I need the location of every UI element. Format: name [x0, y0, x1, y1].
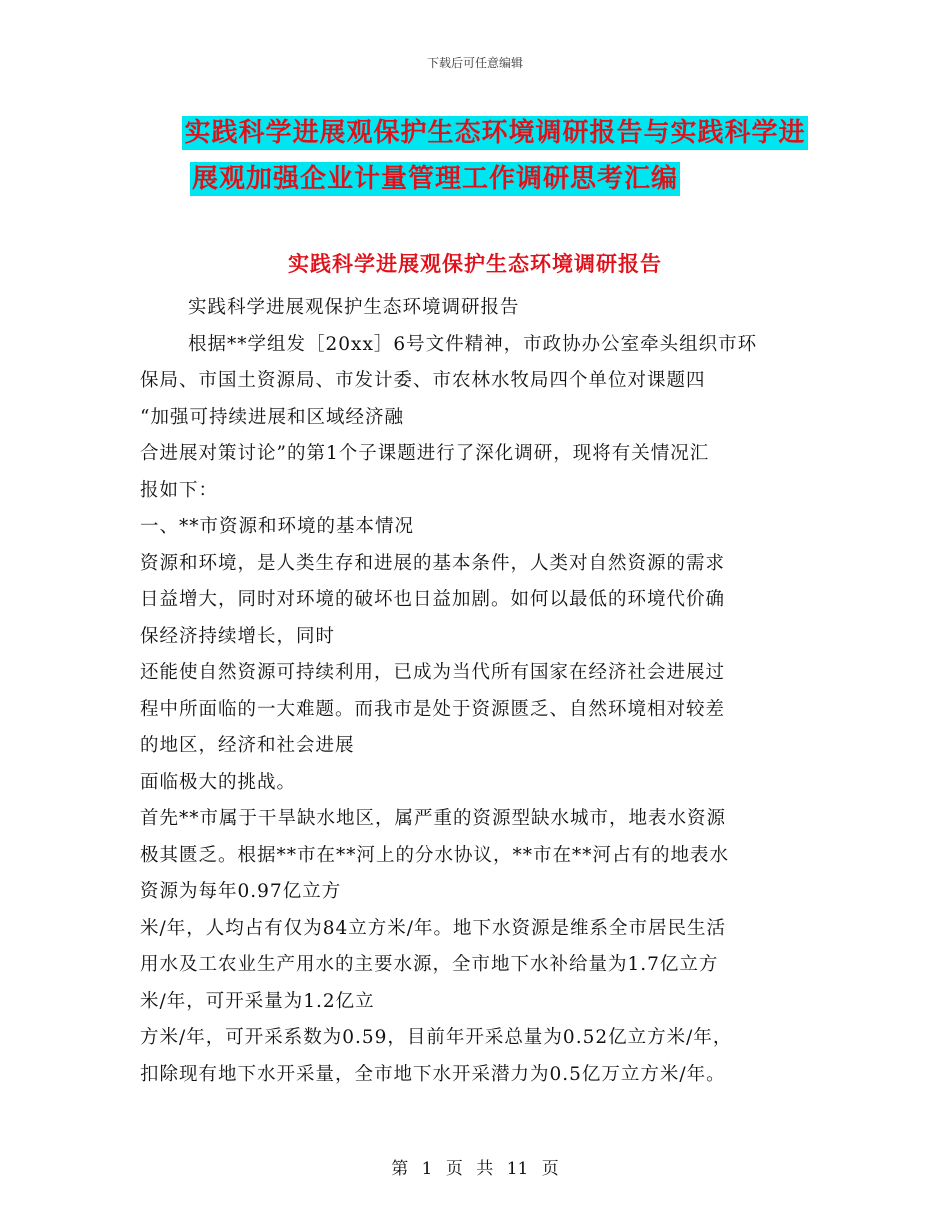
footer-ye: 页: [445, 1159, 463, 1179]
body-line: 保经济持续增长，同时: [140, 625, 336, 647]
page-footer: [0, 1154, 950, 1179]
body-text: [140, 290, 820, 1093]
main-title-line-2-text: 展观加强企业计量管理工作调研思考汇编: [191, 164, 678, 194]
footer-ye-2: 页: [541, 1159, 559, 1179]
body-line: 面临极大的挑战。: [140, 771, 297, 793]
body-line: 极其匮乏。根据**市在**河上的分水协议，**市在**河占有的地表水: [140, 844, 730, 866]
body-line: 米/年，人均占有仅为84立方米/年。地下水资源是维系全市居民生活: [140, 917, 727, 939]
body-line: 首先**市属于干旱缺水地区，属严重的资源型缺水城市，地表水资源: [140, 808, 727, 829]
body-line: 保局、市国土资源局、市发计委、市农林水牧局四个单位对课题四: [140, 370, 706, 391]
body-line: 方米/年，可开采系数为0.59，目前年开采总量为0.52亿立方米/年，: [140, 1027, 733, 1048]
body-line: 扣除现有地下水开采量，全市地下水开采潜力为0.5亿万立方米/年。: [140, 1063, 726, 1085]
footer-gong: 共: [476, 1159, 494, 1179]
body-line: 还能使自然资源可持续利用，已成为当代所有国家在经济社会进展过: [140, 662, 726, 683]
body-line: 实践科学进展观保护生态环境调研报告: [188, 297, 520, 318]
body-line: 米/年，可开采量为1.2亿立: [140, 990, 375, 1012]
header-note: 下载后可任意编辑: [426, 56, 523, 70]
body-line: 程中所面临的一大难题。而我市是处于资源匮乏、自然环境相对较差: [140, 698, 726, 720]
footer-total-pages: 11: [506, 1159, 529, 1179]
body-line: 合进展对策讨论”的第1个子课题进行了深化调研，现将有关情况汇: [140, 443, 710, 464]
body-line: 报如下：: [140, 479, 219, 501]
body-line: “加强可持续进展和区域经济融: [140, 406, 404, 428]
footer-di: 第: [391, 1159, 409, 1179]
main-title-line-1-text: 实践科学进展观保护生态环境调研报告与实践科学进: [184, 118, 806, 148]
body-line: 一、**市资源和环境的基本情况: [140, 516, 415, 537]
body-line: 日益增大，同时对环境的破坏也日益加剧。如何以最低的环境代价确: [140, 589, 726, 610]
body-line: 资源和环境，是人类生存和进展的基本条件，人类对自然资源的需求: [140, 552, 726, 574]
section-title: 实践科学进展观保护生态环境调研报告: [288, 252, 662, 276]
body-line: 用水及工农业生产用水的主要水源，全市地下水补给量为1.7亿立方: [140, 954, 719, 975]
body-line: 资源为每年0.97亿立方: [140, 881, 342, 902]
main-title-line-2: [0, 158, 910, 195]
footer-page-number: 1: [421, 1159, 433, 1179]
main-title-line-1: [20, 112, 950, 149]
body-line: 的地区，经济和社会进展: [140, 735, 355, 756]
body-line: 根据**学组发［20xx］6号文件精神，市政协办公室牵头组织市环: [188, 333, 758, 355]
